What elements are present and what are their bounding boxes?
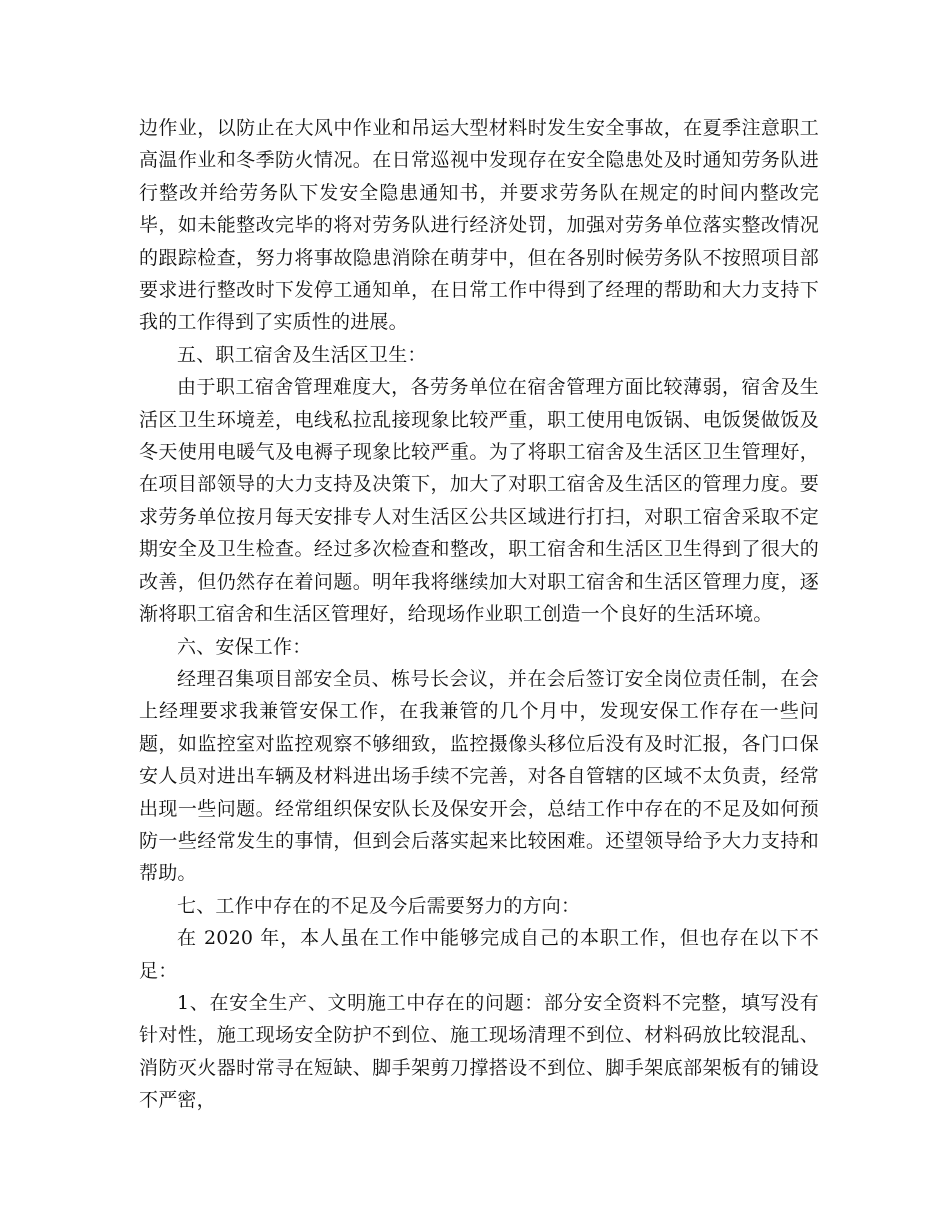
paragraph-dormitory: 由于职工宿舍管理难度大，各劳务单位在宿舍管理方面比较薄弱，宿舍及生活区卫生环境差，电线私拉乱接现象比较严重，职工使用电饭锅、电饭煲做饭及冬天使用电暖气及电褥子现象比较严重。为了将职工宿舍及生活区卫生管理好，在项目部领导的大力支持及决策下，加大了对职工宿舍及生活区的管理力度。要求劳务单位按月每天安排专人对生活区公共区域进行打扫，对职工宿舍采取不定期安全及卫生检查。经过多次检查和整改，职工宿舍和生活区卫生得到了很大的改善，但仍然存在着问题。明年我将继续加大对职工宿舍和生活区管理力度，逐渐将职工宿舍和生活区管理好，给现场作业职工创造一个良好的生活环境。 <box>139 376 819 626</box>
section-heading-security: 六、安保工作： <box>177 635 312 658</box>
paragraph-shortcomings-intro: 在 2020 年，本人虽在工作中能够完成自己的本职工作，但也存在以下不足： <box>139 927 819 982</box>
paragraph-security: 经理召集项目部安全员、栋号长会议，并在会后签订安全岗位责任制，在会上经理要求我兼管安保工作，在我兼管的几个月中，发现安保工作存在一些问题，如监控室对监控观察不够细致，监控摄像头移位后没有及时汇报，各门口保安人员对进出车辆及材料进出场手续不完善，对各自管辖的区域不太负责，经常出现一些问题。经常组织保安队长及保安开会，总结工作中存在的不足及如何预防一些经常发生的事情，但到会后落实起来比较困难。还望领导给予大力支持和帮助。 <box>139 667 819 885</box>
paragraph-shortcomings-item-1: 1、在安全生产、文明施工中存在的问题：部分安全资料不完整，填写没有针对性，施工现场安全防护不到位、施工现场清理不到位、材料码放比较混乱、消防灭火器时常寻在短缺、脚手架剪刀撑搭设不到位、脚手架底部架板有的铺设不严密， <box>139 991 819 1112</box>
section-heading-shortcomings: 七、工作中存在的不足及今后需要努力的方向： <box>177 894 581 917</box>
paragraph-continuation: 边作业，以防止在大风中作业和吊运大型材料时发生安全事故，在夏季注意职工高温作业和冬季防火情况。在日常巡视中发现存在安全隐患处及时通知劳务队进行整改并给劳务队下发安全隐患通知书，并要求劳务队在规定的时间内整改完毕，如未能整改完毕的将对劳务队进行经济处罚，加强对劳务单位落实整改情况的跟踪检查，努力将事故隐患消除在萌芽中，但在各别时候劳务队不按照项目部要求进行整改时下发停工通知单，在日常工作中得到了经理的帮助和大力支持下我的工作得到了实质性的进展。 <box>139 117 819 334</box>
section-heading-dormitory: 五、职工宿舍及生活区卫生： <box>177 343 427 366</box>
